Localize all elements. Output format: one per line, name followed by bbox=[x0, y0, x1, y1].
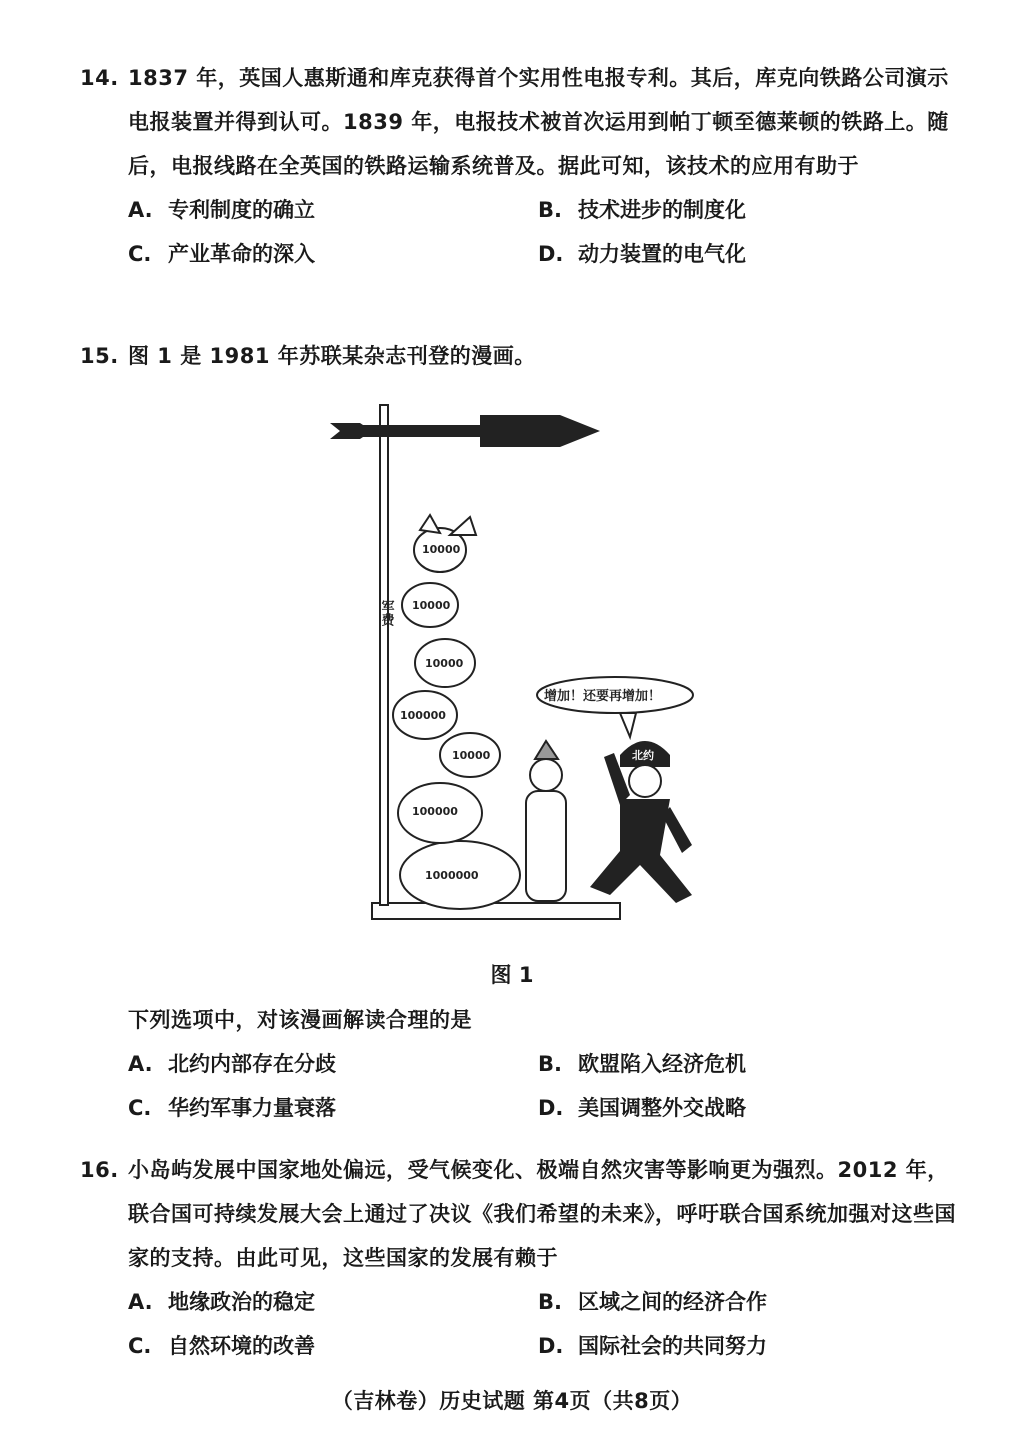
option-key: D. bbox=[538, 242, 564, 266]
page-footer: （吉林卷）历史试题 第4页（共8页） bbox=[331, 1389, 693, 1413]
option-b[interactable] bbox=[538, 1280, 767, 1324]
question-number: 16. bbox=[80, 1158, 119, 1182]
option-key: C. bbox=[128, 1096, 152, 1120]
question-16-stem bbox=[80, 1148, 960, 1280]
bag-label: 100000 bbox=[412, 805, 458, 818]
bag-label: 10000 bbox=[452, 749, 491, 762]
pole-label: 军费 bbox=[378, 600, 394, 626]
option-c[interactable] bbox=[128, 232, 315, 276]
option-a[interactable] bbox=[128, 188, 315, 232]
option-a[interactable] bbox=[128, 1042, 336, 1086]
option-d[interactable] bbox=[538, 1086, 746, 1130]
option-text: 欧盟陷入经济危机 bbox=[578, 1052, 746, 1076]
option-text: 自然环境的改善 bbox=[168, 1334, 315, 1358]
bag-label: 10000 bbox=[412, 599, 451, 612]
option-d[interactable] bbox=[538, 232, 746, 276]
question-text: 小岛屿发展中国家地处偏远，受气候变化、极端自然灾害等影响更为强烈。2012 年，联合国可持续发展大会上通过了决议《我们希望的未来》，呼吁联合国系统加强对这些国家的支持。由此可见，这些国家的发展有赖于 bbox=[128, 1158, 956, 1270]
option-text: 地缘政治的稳定 bbox=[168, 1290, 315, 1314]
question-16 bbox=[80, 1148, 960, 1368]
option-b[interactable] bbox=[538, 1042, 746, 1086]
option-key: C. bbox=[128, 1334, 152, 1358]
bag-label: 10000 bbox=[425, 657, 464, 670]
option-key: D. bbox=[538, 1334, 564, 1358]
question-15 bbox=[80, 334, 960, 378]
option-key: B. bbox=[538, 1290, 562, 1314]
question-14-stem bbox=[80, 56, 960, 188]
question-15-stem bbox=[80, 334, 960, 378]
bag-label: 10000 bbox=[422, 543, 461, 556]
option-d[interactable] bbox=[538, 1324, 767, 1368]
option-b[interactable] bbox=[538, 188, 746, 232]
arrow-icon bbox=[330, 415, 600, 447]
option-text: 华约军事力量衰落 bbox=[168, 1096, 336, 1120]
option-a[interactable] bbox=[128, 1280, 315, 1324]
speech-bubble bbox=[537, 677, 693, 737]
cartoon-pole bbox=[380, 405, 388, 905]
figure-caption: 图 1 bbox=[490, 963, 534, 987]
option-key: D. bbox=[538, 1096, 564, 1120]
option-c[interactable] bbox=[128, 1324, 315, 1368]
question-15-sub-stem: 下列选项中，对该漫画解读合理的是 bbox=[128, 1008, 472, 1032]
option-text: 国际社会的共同努力 bbox=[578, 1334, 767, 1358]
question-text: 1837 年，英国人惠斯通和库克获得首个实用性电报专利。其后，库克向铁路公司演示电报装置并得到认可。1839 年，电报技术被首次运用到帕丁顿至德莱顿的铁路上。随后，电报线路在全英国的铁路运输系统普及。据此可知，该技术的应用有助于 bbox=[128, 66, 949, 178]
speech-text: 增加！还要再增加！ bbox=[544, 689, 662, 704]
question-16-options bbox=[128, 1280, 960, 1368]
option-text: 产业革命的深入 bbox=[168, 242, 315, 266]
question-number: 14. bbox=[80, 66, 119, 90]
option-text: 动力装置的电气化 bbox=[578, 242, 746, 266]
option-text: 区域之间的经济合作 bbox=[578, 1290, 767, 1314]
standing-figure bbox=[526, 741, 566, 901]
running-soldier bbox=[590, 741, 692, 903]
question-14 bbox=[80, 56, 960, 276]
option-text: 技术进步的制度化 bbox=[578, 198, 746, 222]
option-c[interactable] bbox=[128, 1086, 336, 1130]
question-14-options bbox=[128, 188, 960, 276]
helmet-label: 北约 bbox=[632, 749, 654, 762]
bag-label: 1000000 bbox=[425, 869, 479, 882]
option-text: 北约内部存在分歧 bbox=[168, 1052, 336, 1076]
question-15-part-2 bbox=[80, 998, 960, 1130]
cartoon-base bbox=[372, 903, 620, 919]
option-text: 专利制度的确立 bbox=[168, 198, 315, 222]
question-15-options bbox=[128, 1042, 960, 1130]
question-number: 15. bbox=[80, 344, 119, 368]
cartoon-figure bbox=[320, 395, 720, 935]
question-text: 图 1 是 1981 年苏联某杂志刊登的漫画。 bbox=[128, 344, 536, 368]
option-text: 美国调整外交战略 bbox=[578, 1096, 746, 1120]
option-key: B. bbox=[538, 198, 562, 222]
option-key: C. bbox=[128, 242, 152, 266]
option-key: A. bbox=[128, 1052, 153, 1076]
option-key: A. bbox=[128, 198, 153, 222]
option-key: A. bbox=[128, 1290, 153, 1314]
bag-label: 100000 bbox=[400, 709, 446, 722]
option-key: B. bbox=[538, 1052, 562, 1076]
